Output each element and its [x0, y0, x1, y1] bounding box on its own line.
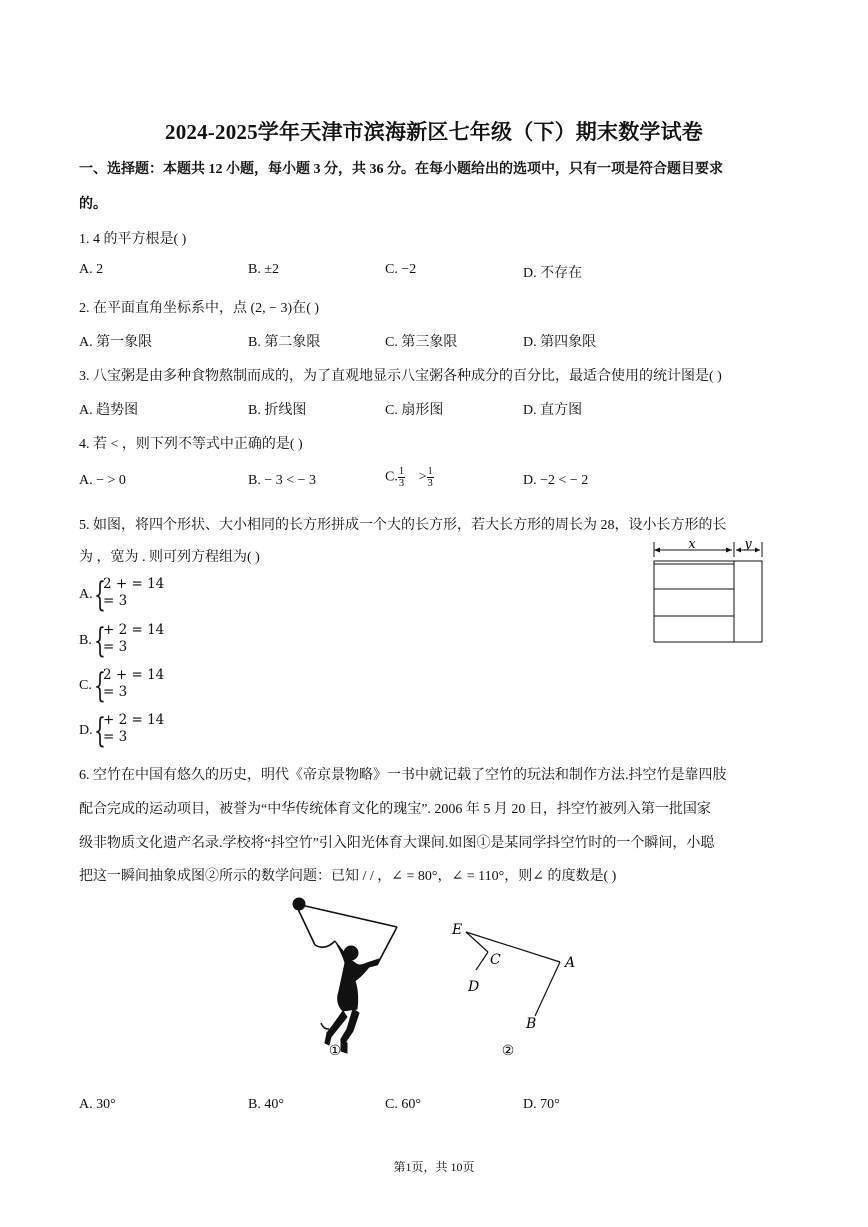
segment-AB — [535, 962, 560, 1016]
q5-option-d — [79, 712, 229, 752]
q4-option-c-gt: > — [418, 469, 427, 485]
question-6-line4: 把这一瞬间抽象成图②所示的数学问题：已知 / / ，∠ = 80°，∠ = 110°，则∠ 的度数是( ) — [79, 869, 617, 884]
q5-option-d-eq1: + 2 = 14 — [103, 712, 165, 728]
diabolo-icon — [293, 898, 305, 910]
q5-option-c-eq1: 2 + = 14 — [103, 667, 165, 683]
page-footer: 第1页，共 10页 — [393, 1160, 475, 1174]
question-4-stem: 4. 若 < ，则下列不等式中正确的是( ) — [79, 437, 303, 452]
question-5-line2: 为 ，宽为 . 则可列方程组为( ) — [79, 550, 260, 565]
q5-option-d-eq2: = 3 — [103, 729, 128, 745]
point-B-label: B — [526, 1016, 537, 1032]
point-C-label: C — [490, 952, 501, 968]
q5-option-a — [79, 576, 229, 616]
question-6-line1: 6. 空竹在中国有悠久的历史，明代《帝京景物略》一书中就记载了空竹的玩法和制作方法.抖空竹是靠四肢 — [79, 768, 727, 783]
q5-label-y: y — [744, 537, 752, 552]
q5-option-a-eq1: 2 + = 14 — [103, 576, 165, 592]
q2-option-d: D. 第四象限 — [523, 335, 597, 350]
q1-option-a: A. 2 — [79, 262, 104, 277]
q5-label-x: x — [688, 537, 696, 552]
question-5-line1: 5. 如图，将四个形状、大小相同的长方形拼成一个大的长方形，若大长方形的周长为 28，设小长方形的长 — [79, 518, 727, 533]
q3-option-d: D. 直方图 — [523, 403, 583, 418]
section-heading-line2: 的。 — [79, 197, 107, 212]
q4-option-c-fraction-2: $\frac{1}{3}$ — [427, 466, 433, 489]
q4-option-a: A. − > 0 — [79, 473, 126, 488]
q5-option-c — [79, 667, 229, 707]
question-6-line3: 级非物质文化遗产名录.学校将“抖空竹”引入阳光体育大课间.如图①是某同学抖空竹时的一个瞬间，小聪 — [79, 836, 715, 851]
q6-option-c: C. 60° — [385, 1097, 421, 1112]
q6-option-a: A. 30° — [79, 1097, 116, 1112]
q5-option-c-eq2: = 3 — [103, 684, 128, 700]
q2-option-c: C. 第三象限 — [385, 335, 458, 350]
q5-option-b — [79, 622, 229, 662]
point-E-label: E — [452, 922, 463, 938]
q5-option-a-label: A. — [79, 587, 93, 602]
point-D-label: D — [468, 979, 480, 995]
question-3-stem: 3. 八宝粥是由多种食物熬制而成的，为了直观地显示八宝粥各种成分的百分比，最适合使用的统计图是( ) — [79, 369, 722, 384]
q4-option-d: D. −2 < − 2 — [523, 473, 589, 488]
page-title: 2024-2025学年天津市滨海新区七年级（下）期末数学试卷 — [165, 120, 703, 144]
q5-big-rectangle — [654, 561, 762, 642]
question-6-line2: 配合完成的运动项目，被誉为“中华传统体育文化的瑰宝”. 2006 年 5 月 20 日，抖空竹被列入第一批国家 — [79, 802, 711, 817]
section-heading-line1: 一、选择题：本题共 12 小题，每小题 3 分，共 36 分。在每小题给出的选项中，只有一项是符合题目要求 — [79, 162, 723, 177]
q5-option-b-eq2: = 3 — [103, 639, 128, 655]
q6-figure-1-person — [285, 893, 415, 1063]
q5-option-a-brace: { — [94, 575, 106, 615]
q5-option-b-label: B. — [79, 633, 92, 648]
q3-option-b: B. 折线图 — [248, 403, 307, 418]
q1-option-d: D. 不存在 — [523, 266, 583, 281]
q5-option-d-label: D. — [79, 723, 93, 738]
q5-rectangle-figure — [648, 537, 766, 647]
q5-option-b-brace: { — [94, 621, 106, 661]
question-1-stem: 1. 4 的平方根是( ) — [79, 232, 187, 247]
q1-option-b: B. ±2 — [248, 262, 280, 277]
q5-option-b-eq1: + 2 = 14 — [103, 622, 165, 638]
q4-option-c-prefix: C. — [385, 469, 398, 485]
q6-option-d: D. 70° — [523, 1097, 560, 1112]
q6-option-b: B. 40° — [248, 1097, 284, 1112]
question-2-stem: 2. 在平面直角坐标系中，点 (2, − 3)在( ) — [79, 301, 320, 316]
q5-option-d-brace: { — [94, 711, 106, 751]
q5-option-a-eq2: = 3 — [103, 593, 128, 609]
q4-option-c — [385, 466, 434, 489]
q2-option-b: B. 第二象限 — [248, 335, 321, 350]
q5-option-c-brace: { — [94, 666, 106, 706]
q3-option-a: A. 趋势图 — [79, 403, 139, 418]
q4-option-c-fraction-1: $\frac{1}{3}$ — [398, 466, 405, 489]
point-A-label: A — [565, 955, 576, 971]
q2-option-a: A. 第一象限 — [79, 335, 153, 350]
q6-figure-1-label: ① — [328, 1043, 342, 1059]
segment-CD — [476, 952, 488, 970]
q6-figure-2-label: ② — [501, 1043, 515, 1059]
segment-EA — [466, 932, 560, 962]
q1-option-c: C. −2 — [385, 262, 417, 277]
q3-option-c: C. 扇形图 — [385, 403, 444, 418]
q6-figure-2-geometry — [440, 912, 590, 1060]
q4-option-b: B. − 3 < − 3 — [248, 473, 317, 488]
q5-option-c-label: C. — [79, 678, 92, 693]
